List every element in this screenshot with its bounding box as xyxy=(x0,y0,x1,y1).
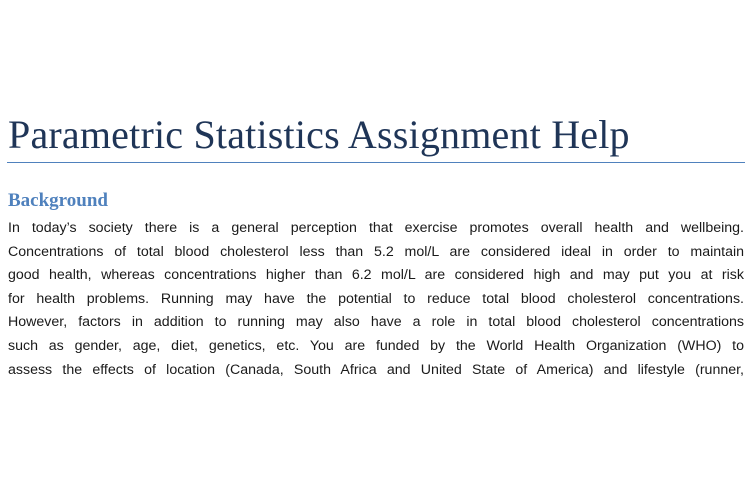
paragraph-line: However, factors in addition to running may also have a role in total blood cholesterol concentrations xyxy=(8,314,744,331)
title-underline-rule xyxy=(7,162,745,163)
paragraph-line: In today’s society there is a general perception that exercise promotes overall health and wellbeing. xyxy=(8,220,744,236)
paragraph-line: for health problems. Running may have the potential to reduce total blood cholesterol concentrations. xyxy=(8,290,744,307)
paragraph-line: good health, whereas concentrations higher than 6.2 mol/L are considered high and may put you at risk xyxy=(8,267,744,284)
document-title: Parametric Statistics Assignment Help xyxy=(8,112,630,157)
paragraph-line: assess the effects of location (Canada, South Africa and United State of America) and lifestyle (runner, xyxy=(8,361,744,378)
section-heading-background: Background xyxy=(8,190,108,211)
paragraph-line: such as gender, age, diet, genetics, etc. You are funded by the World Health Organization (WHO) to xyxy=(8,337,744,354)
paragraph-line: Concentrations of total blood cholesterol less than 5.2 mol/L are considered ideal in order to maintain xyxy=(8,243,744,260)
background-paragraph xyxy=(8,217,744,382)
